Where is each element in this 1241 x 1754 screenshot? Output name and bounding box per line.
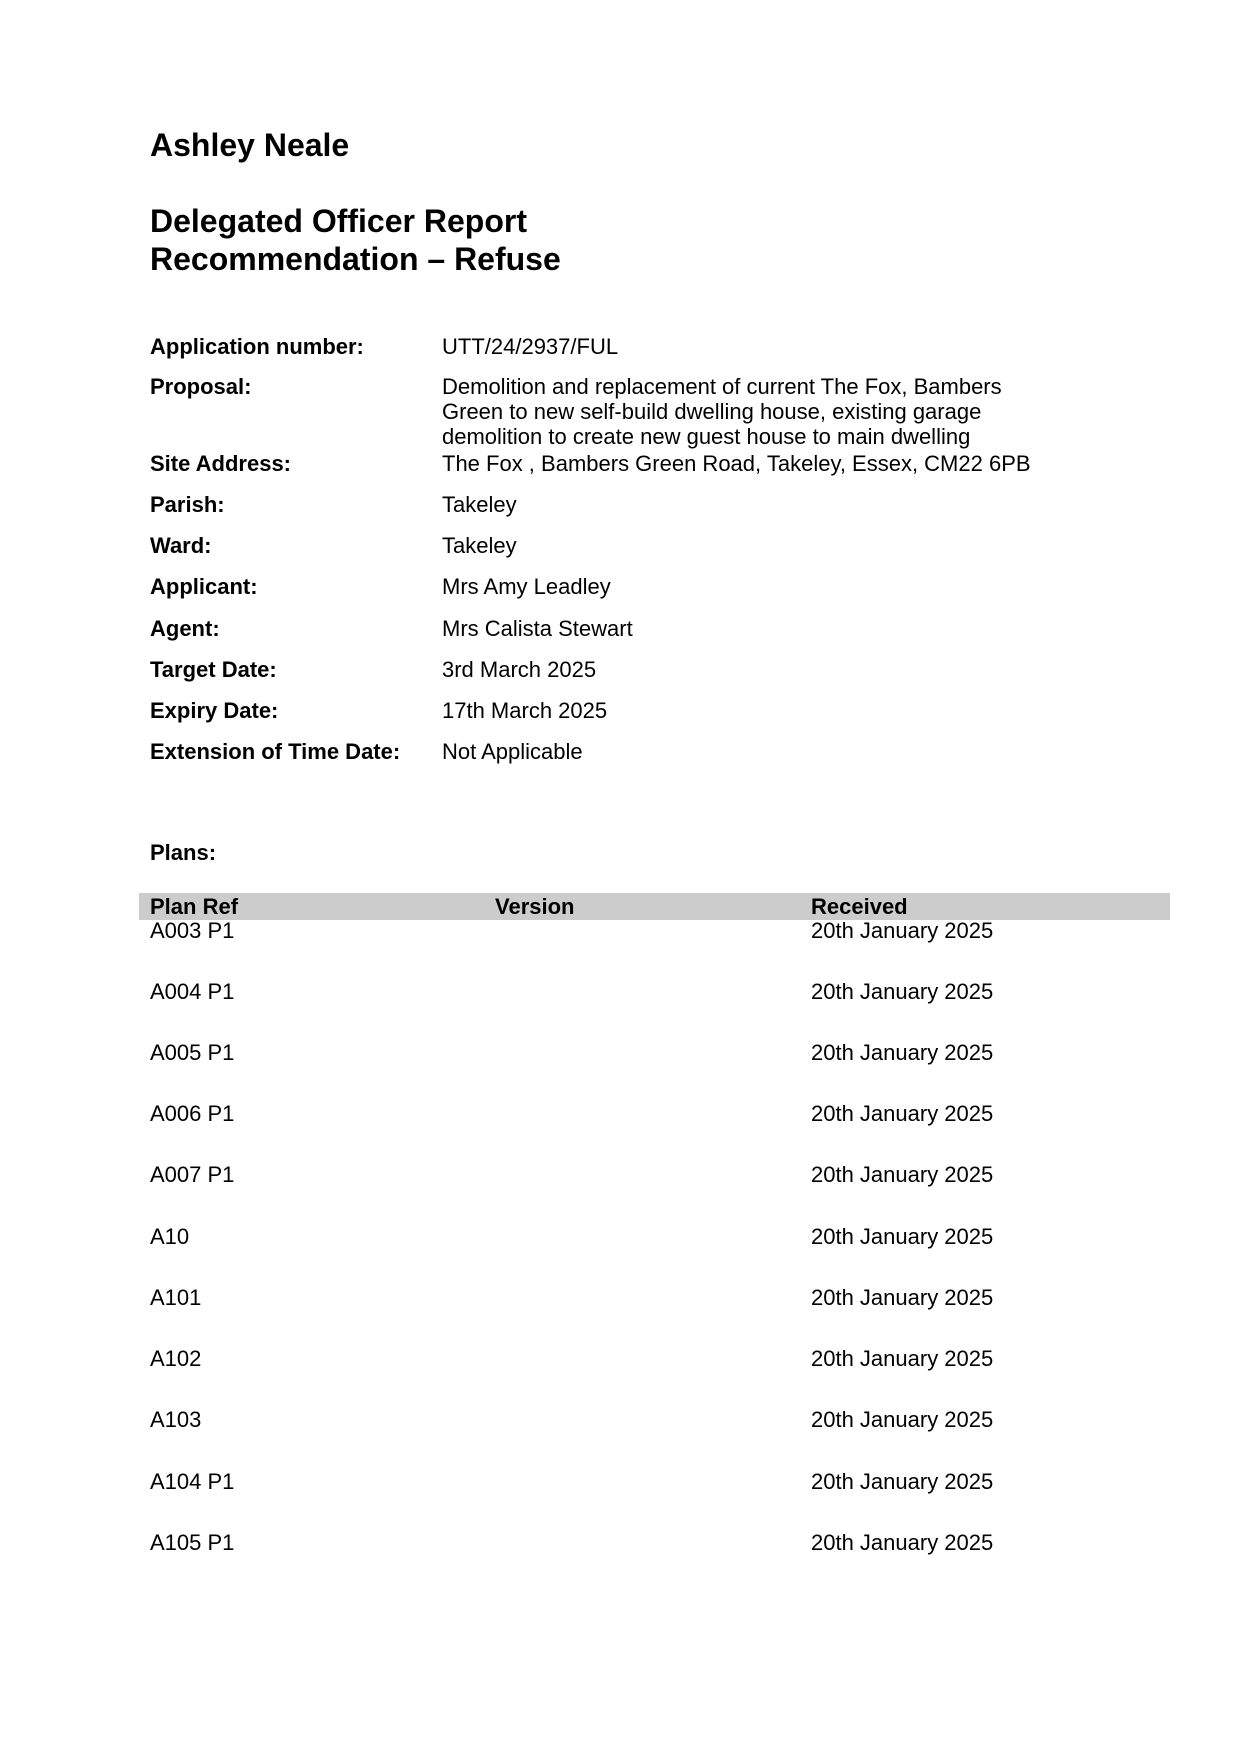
column-header-plan-ref: Plan Ref bbox=[150, 894, 239, 919]
report-title-line: Delegated Officer Report bbox=[150, 203, 527, 239]
plan-ref-cell: A007 P1 bbox=[150, 1162, 235, 1187]
received-cell: 20th January 2025 bbox=[811, 918, 994, 943]
detail-value: Not Applicable bbox=[442, 739, 583, 764]
detail-label: Ward: bbox=[150, 533, 212, 558]
plan-ref-cell: A10 bbox=[150, 1224, 190, 1249]
author-name: Ashley Neale bbox=[150, 127, 350, 163]
plan-ref-cell: A005 P1 bbox=[150, 1040, 235, 1065]
column-header-version: Version bbox=[495, 894, 575, 919]
detail-value: Takeley bbox=[442, 533, 517, 558]
plan-ref-cell: A004 P1 bbox=[150, 979, 235, 1004]
plans-heading: Plans: bbox=[150, 840, 217, 865]
report-recommendation-line: Recommendation – Refuse bbox=[150, 241, 561, 277]
detail-value: 17th March 2025 bbox=[442, 698, 608, 723]
received-cell: 20th January 2025 bbox=[811, 1162, 994, 1187]
received-cell: 20th January 2025 bbox=[811, 1530, 994, 1555]
table-row bbox=[150, 1162, 1170, 1192]
plan-ref-cell: A003 P1 bbox=[150, 918, 235, 943]
detail-label: Agent: bbox=[150, 616, 220, 641]
received-cell: 20th January 2025 bbox=[811, 1040, 994, 1065]
received-cell: 20th January 2025 bbox=[811, 1469, 994, 1494]
detail-label: Target Date: bbox=[150, 657, 277, 682]
detail-value bbox=[442, 374, 1082, 449]
table-row bbox=[150, 1407, 1170, 1437]
table-row bbox=[150, 1224, 1170, 1254]
plan-ref-cell: A102 bbox=[150, 1346, 202, 1371]
detail-label: Expiry Date: bbox=[150, 698, 279, 723]
table-row bbox=[150, 979, 1170, 1009]
detail-value: UTT/24/2937/FUL bbox=[442, 334, 619, 359]
received-cell: 20th January 2025 bbox=[811, 1346, 994, 1371]
plan-ref-cell: A101 bbox=[150, 1285, 202, 1310]
table-row bbox=[150, 918, 1170, 948]
detail-value: Takeley bbox=[442, 492, 517, 517]
proposal-line: demolition to create new guest house to main dwelling bbox=[442, 424, 971, 449]
detail-value: The Fox , Bambers Green Road, Takeley, Essex, CM22 6PB bbox=[442, 451, 1031, 476]
table-row bbox=[150, 1469, 1170, 1499]
proposal-line: Demolition and replacement of current The Fox, Bambers bbox=[442, 374, 1002, 399]
detail-label: Parish: bbox=[150, 492, 225, 517]
plan-ref-cell: A105 P1 bbox=[150, 1530, 235, 1555]
detail-label: Applicant: bbox=[150, 574, 258, 599]
received-cell: 20th January 2025 bbox=[811, 1407, 994, 1432]
plans-table-header bbox=[139, 893, 1170, 920]
detail-value: 3rd March 2025 bbox=[442, 657, 597, 682]
report-title bbox=[150, 202, 561, 278]
plan-ref-cell: A103 bbox=[150, 1407, 202, 1432]
detail-label: Proposal: bbox=[150, 374, 252, 399]
detail-label: Application number: bbox=[150, 334, 364, 359]
proposal-line: Green to new self-build dwelling house, existing garage bbox=[442, 399, 982, 424]
table-row bbox=[150, 1346, 1170, 1376]
table-row bbox=[150, 1101, 1170, 1131]
table-row bbox=[150, 1530, 1170, 1560]
received-cell: 20th January 2025 bbox=[811, 1101, 994, 1126]
received-cell: 20th January 2025 bbox=[811, 1285, 994, 1310]
table-row bbox=[150, 1040, 1170, 1070]
received-cell: 20th January 2025 bbox=[811, 1224, 994, 1249]
plan-ref-cell: A104 P1 bbox=[150, 1469, 235, 1494]
plan-ref-cell: A006 P1 bbox=[150, 1101, 235, 1126]
detail-value: Mrs Amy Leadley bbox=[442, 574, 611, 599]
table-row bbox=[150, 1285, 1170, 1315]
column-header-received: Received bbox=[811, 894, 908, 919]
detail-label: Extension of Time Date: bbox=[150, 739, 401, 764]
detail-value: Mrs Calista Stewart bbox=[442, 616, 633, 641]
received-cell: 20th January 2025 bbox=[811, 979, 994, 1004]
detail-label: Site Address: bbox=[150, 451, 292, 476]
